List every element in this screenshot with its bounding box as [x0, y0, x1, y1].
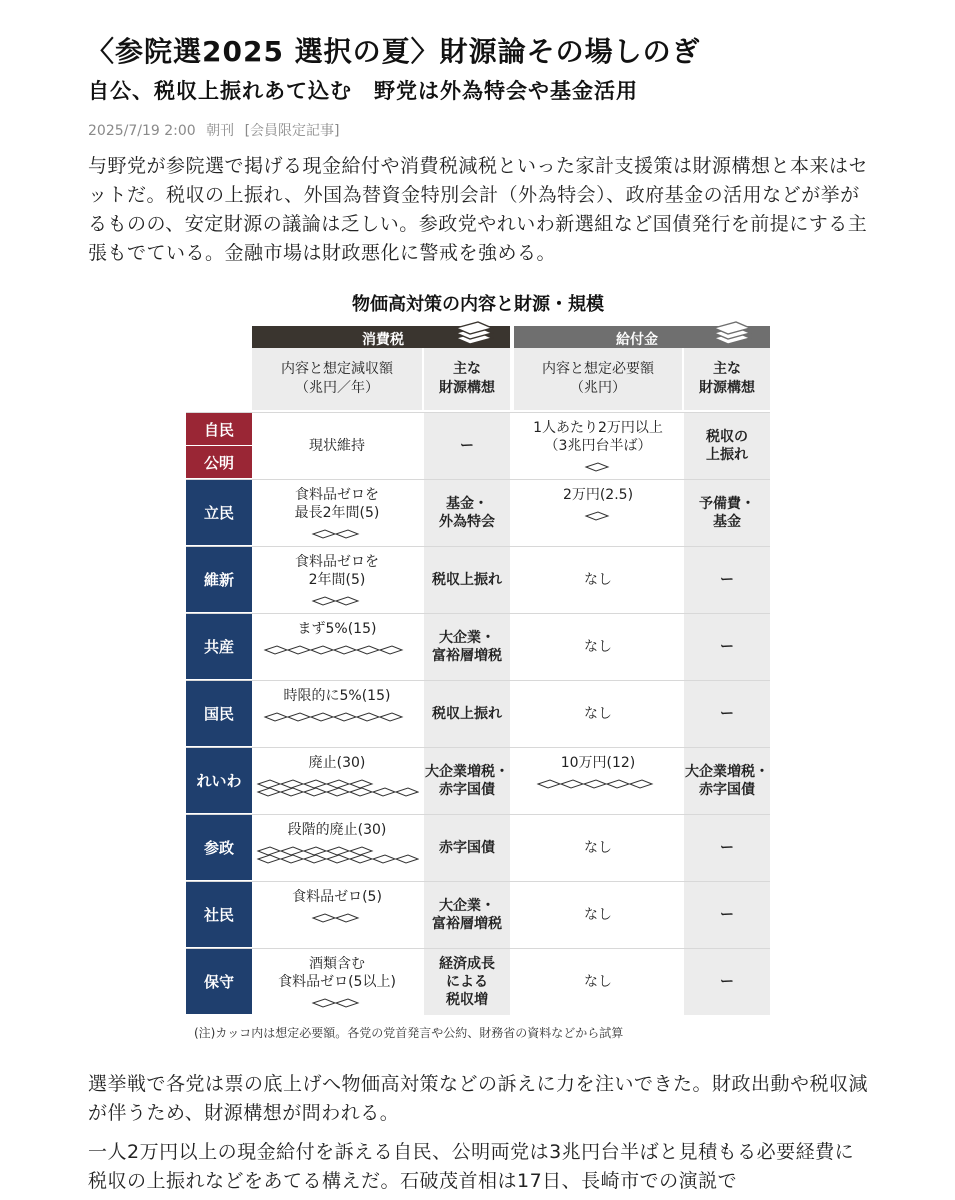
party-name: 社民: [186, 882, 252, 948]
table-row: [186, 613, 770, 680]
bill-bundle: [350, 847, 372, 855]
bill-bundle: [350, 855, 372, 863]
bill-bundle: [630, 780, 652, 788]
party-name: 共産: [186, 614, 252, 680]
grant-content-cell: 10万円(12): [514, 748, 682, 814]
bill-bundle: [561, 780, 583, 788]
bill-bundles-icon: [262, 640, 412, 656]
party-name: 立民: [186, 480, 252, 546]
bill-bundle: [281, 847, 303, 855]
party-name: 自民: [186, 413, 252, 446]
bill-bundle: [334, 713, 356, 721]
tax-source-cell: 大企業・ 富裕層増税: [424, 882, 510, 948]
bill-bundle: [350, 788, 372, 796]
tax-content-cell: 時限的に5%(15): [252, 681, 422, 747]
bill-bundle: [258, 847, 280, 855]
tax-source-cell: 税収上振れ: [424, 547, 510, 613]
bill-bundle: [373, 788, 395, 796]
lead-paragraph: 与野党が参院選で掲げる現金給付や消費税減税といった家計支援策は財源構想と本来はセットだ。税収の上振れ、外国為替資金特別会計（外為特会）、政府基金の活用などが挙がるものの、安定財源の議論は乏しい。参政党やれいわ新選組など国債発行を前提にする主張もでている。金融市場は財政悪化に警戒を強める。: [88, 155, 869, 264]
grant-content-cell: 1人あたり2万円以上 （3兆円台半ば）: [514, 413, 682, 479]
tax-source-cell: 大企業・ 富裕層増税: [424, 614, 510, 680]
grant-source-cell: 大企業増税・ 赤字国債: [684, 748, 770, 814]
table-row: [186, 948, 770, 1015]
body-paragraph: 一人2万円以上の現金給付を訴える自民、公明両党は3兆円台半ばと見積もる必要経費に税収の上振れなどをあてる構えだ。石破茂首相は17日、長崎市での演説で: [88, 1141, 855, 1192]
table-row: [186, 479, 770, 546]
tax-content-cell: 食料品ゼロを 2年間(5): [252, 547, 422, 613]
bill-bundle: [313, 914, 335, 922]
article-title: 〈参院選2025 選択の夏〉財源論その場しのぎ: [86, 35, 701, 68]
edition-label: 朝刊: [206, 123, 235, 139]
party-name: 国民: [186, 681, 252, 747]
bill-bundle: [380, 713, 402, 721]
bill-bundle: [373, 855, 395, 863]
bill-bundle: [288, 646, 310, 654]
bill-bundle: [311, 646, 333, 654]
bill-bundle: [357, 646, 379, 654]
table-row: [186, 814, 770, 881]
bill-bundles-icon: [310, 524, 364, 540]
bill-bundle: [336, 597, 358, 605]
bill-bundles-icon: [583, 506, 613, 522]
bill-bundles-icon: [310, 908, 364, 924]
tax-content-cell: 廃止(30): [252, 748, 422, 814]
grant-content-cell: なし: [584, 974, 612, 990]
policy-table-figure: [186, 288, 770, 1048]
tax-content-cell: 段階的廃止(30): [252, 815, 422, 881]
tax-content-header: 内容と想定減収額 （兆円／年）: [252, 348, 422, 410]
bill-bundle: [336, 530, 358, 538]
party-name: 参政: [186, 815, 252, 881]
grant-content-cell: なし: [584, 572, 612, 588]
grant-source-cell: ー: [684, 614, 770, 680]
bill-bundle: [304, 788, 326, 796]
grant-source-header: 主な 財源構想: [684, 348, 770, 410]
article-subtitle: 自公、税収上振れあて込む 野党は外為特会や基金活用: [88, 79, 638, 103]
bill-bundle: [304, 855, 326, 863]
party-name: 公明: [186, 446, 252, 479]
bill-bundle: [304, 780, 326, 788]
figure-title: 物価高対策の内容と財源・規模: [352, 294, 604, 315]
bill-bundle-icon: [710, 316, 754, 348]
tax-source-cell: 経済成長 による 税収増: [424, 949, 510, 1015]
body-paragraph: 選挙戦で各党は票の底上げへ物価高対策などの訴えに力を注いできた。財政出動や税収減が伴うため、財源構想が問われる。: [88, 1073, 869, 1124]
tax-source-cell: 税収上振れ: [424, 681, 510, 747]
bill-bundle: [311, 713, 333, 721]
bill-bundle: [327, 847, 349, 855]
grant-content-cell: なし: [584, 907, 612, 923]
table-row: [186, 412, 770, 479]
party-name: 保守: [186, 949, 252, 1015]
consumption-tax-header: [252, 326, 510, 348]
bill-bundle: [396, 855, 418, 863]
bill-bundle: [538, 780, 560, 788]
tax-content-cell: まず5%(15): [252, 614, 422, 680]
party-name: れいわ: [186, 748, 252, 814]
bill-bundle: [334, 646, 356, 654]
bill-bundle: [396, 788, 418, 796]
bill-bundles-icon: [310, 591, 364, 607]
grant-content-cell: なし: [584, 706, 612, 722]
publish-date: 2025/7/19 2:00: [88, 123, 196, 139]
bill-bundle: [281, 855, 303, 863]
bill-bundle: [313, 530, 335, 538]
bill-bundles-icon: [255, 774, 419, 798]
bill-bundle: [258, 780, 280, 788]
bill-bundles-icon: [535, 774, 661, 790]
members-only-tag: [会員限定記事]: [244, 123, 340, 139]
grant-source-cell: 予備費・ 基金: [684, 480, 770, 546]
bill-bundles-icon: [310, 993, 364, 1009]
bill-bundle: [357, 713, 379, 721]
grant-content-header: 内容と想定必要額 （兆円）: [514, 348, 682, 410]
bill-bundle: [327, 855, 349, 863]
grant-content-cell: なし: [584, 639, 612, 655]
bill-bundle: [313, 999, 335, 1007]
article-meta: [88, 120, 346, 140]
table-row: [186, 881, 770, 948]
money-stack-icon: [452, 316, 496, 348]
table-row: [186, 546, 770, 613]
bill-bundle: [258, 855, 280, 863]
grant-content-cell: 2万円(2.5): [514, 480, 682, 546]
tax-content-cell: 現状維持: [309, 438, 365, 454]
grant-source-cell: 税収の 上振れ: [684, 413, 770, 479]
grant-source-cell: ー: [684, 547, 770, 613]
grant-source-cell: ー: [684, 815, 770, 881]
grant-source-cell: ー: [684, 681, 770, 747]
table-row: [186, 680, 770, 747]
bill-bundle: [380, 646, 402, 654]
cash-grant-header: [514, 326, 770, 348]
bill-bundle: [304, 847, 326, 855]
bill-bundle: [336, 914, 358, 922]
bill-bundle: [313, 597, 335, 605]
tax-source-cell: ー: [424, 413, 510, 479]
bill-bundle: [265, 713, 287, 721]
bill-bundle: [350, 780, 372, 788]
tax-content-cell: 酒類含む 食料品ゼロ(5以上): [252, 949, 422, 1015]
tax-source-cell: 大企業増税・ 赤字国債: [424, 748, 510, 814]
bill-bundles-icon: [262, 707, 412, 723]
bill-bundle: [586, 512, 608, 520]
tax-source-cell: 基金・ 外為特会: [424, 480, 510, 546]
bill-bundles-icon: [583, 457, 613, 473]
tax-source-cell: 赤字国債: [424, 815, 510, 881]
grant-content-cell: なし: [584, 840, 612, 856]
tax-content-cell: 食料品ゼロを 最長2年間(5): [252, 480, 422, 546]
cash-grant-label: 給付金: [616, 332, 658, 348]
grant-source-cell: ー: [684, 882, 770, 948]
bill-bundle: [327, 780, 349, 788]
consumption-tax-label: 消費税: [362, 332, 404, 348]
bill-bundle: [607, 780, 629, 788]
figure-note: (注)カッコ内は想定必要額。各党の党首発言や公約、財務省の資料などから試算: [194, 1026, 624, 1040]
bill-bundle: [288, 713, 310, 721]
tax-source-header: 主な 財源構想: [424, 348, 510, 410]
bill-bundle: [258, 788, 280, 796]
bill-bundles-icon: [255, 841, 419, 865]
party-name: 維新: [186, 547, 252, 613]
bill-bundle: [336, 999, 358, 1007]
bill-bundle: [327, 788, 349, 796]
tax-content-cell: 食料品ゼロ(5): [252, 882, 422, 948]
table-row: [186, 747, 770, 814]
bill-bundle: [281, 788, 303, 796]
bill-bundle: [281, 780, 303, 788]
bill-bundle: [265, 646, 287, 654]
bill-bundle: [586, 463, 608, 471]
grant-source-cell: ー: [684, 949, 770, 1015]
bill-bundle: [584, 780, 606, 788]
